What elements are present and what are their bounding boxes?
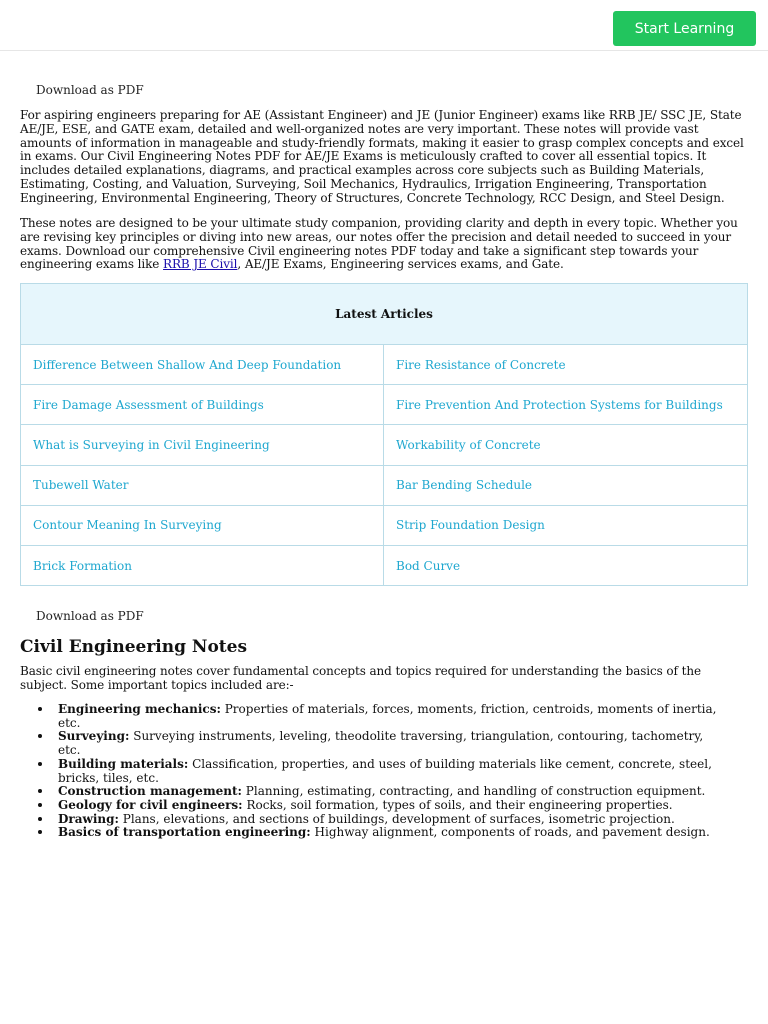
bullet-icon (38, 830, 42, 834)
list-item (38, 785, 728, 799)
bullet-icon (38, 762, 42, 766)
topic-desc: Surveying instruments, leveling, theodolite traversing, triangulation, contouring, tachometry, etc. (58, 729, 704, 758)
topic-term: Basics of transportation engineering: (58, 825, 311, 840)
section-title: Civil Engineering Notes (20, 637, 248, 657)
article-link[interactable]: Bar Bending Schedule (384, 466, 748, 506)
article-link[interactable]: Fire Damage Assessment of Buildings (20, 385, 384, 425)
latest-articles-heading: Latest Articles (20, 283, 748, 345)
topic-term: Drawing: (58, 811, 119, 826)
rrb-je-civil-link[interactable]: RRB JE Civil (163, 257, 238, 272)
article-link[interactable]: Tubewell Water (20, 466, 384, 506)
download-pdf-label: Download as PDF (36, 609, 144, 623)
latest-articles-table (20, 283, 748, 586)
article-link[interactable]: Difference Between Shallow And Deep Foundation (20, 345, 384, 385)
intro-paragraph-1: For aspiring engineers preparing for AE (Assistant Engineer) and JE (Junior Engineer) exams like RRB JE/ SSC JE, State AE/JE, ESE, and GATE exam, detailed and well-organized notes are very important. These notes will provide vast amounts of information in manageable and study-friendly formats, making it easier to grasp complex concepts and excel in exams. Our Civil Engineering Notes PDF for AE/JE Exams is meticulously crafted to cover all essential topics. It includes detailed explanations, diagrams, and practical examples across core subjects such as Building Materials, Estimating, Costing, and Valuation, Surveying, Soil Mechanics, Hydraulics, Irrigation Engineering, Transportation Engineering, Environmental Engineering, Theory of Structures, Concrete Technology, RCC Design, and Steel Design. (20, 108, 744, 205)
intro-paragraph-2-text: These notes are designed to be your ultimate study companion, providing clarity and depth in every topic. Whether you are revising key principles or diving into new areas, our notes offer the precision and detail needed to succeed in your exams. Download our comprehensive Civil engineering notes PDF today and take a significant step towards your engineering exams like (20, 216, 738, 272)
article-link[interactable]: Brick Formation (20, 546, 384, 586)
top-bar (0, 0, 768, 51)
list-item (38, 813, 728, 827)
list-item (38, 758, 728, 785)
topic-term: Building materials: (58, 756, 189, 771)
intro-paragraph-2 (20, 217, 750, 272)
bullet-icon (38, 707, 42, 711)
topic-term: Surveying: (58, 729, 130, 744)
download-pdf-link-top[interactable] (36, 83, 144, 97)
list-item (38, 826, 728, 840)
topic-desc: Classification, properties, and uses of building materials like cement, concrete, steel, bricks, tiles, etc. (58, 756, 712, 785)
bullet-icon (38, 789, 42, 793)
topic-desc: Highway alignment, components of roads, and pavement design. (314, 825, 710, 840)
latest-articles-grid (20, 345, 748, 586)
list-item (38, 799, 728, 813)
article-link[interactable]: Strip Foundation Design (384, 506, 748, 546)
topic-term: Geology for civil engineers: (58, 797, 243, 812)
list-item (38, 703, 728, 730)
article-link[interactable]: Contour Meaning In Surveying (20, 506, 384, 546)
start-learning-button[interactable]: Start Learning (613, 11, 756, 46)
article-link[interactable]: Workability of Concrete (384, 425, 748, 465)
topic-desc: Properties of materials, forces, moments, friction, centroids, moments of inertia, etc. (58, 702, 717, 730)
bullet-icon (38, 803, 42, 807)
list-item (38, 730, 728, 757)
topic-term: Engineering mechanics: (58, 702, 221, 716)
article-link[interactable]: Fire Prevention And Protection Systems for Buildings (384, 385, 748, 425)
bullet-icon (38, 734, 42, 738)
article-link[interactable]: Bod Curve (384, 546, 748, 586)
topic-desc: Rocks, soil formation, types of soils, and their engineering properties. (246, 797, 673, 812)
intro-paragraph-2-end: , AE/JE Exams, Engineering services exams, and Gate. (237, 257, 564, 272)
topic-desc: Plans, elevations, and sections of buildings, development of surfaces, isometric projection. (122, 811, 675, 826)
download-pdf-label: Download as PDF (36, 83, 144, 97)
bullet-icon (38, 817, 42, 821)
article-link[interactable]: What is Surveying in Civil Engineering (20, 425, 384, 465)
topic-desc: Planning, estimating, contracting, and handling of construction equipment. (245, 784, 706, 799)
topics-list (38, 703, 728, 840)
download-pdf-link-bottom[interactable] (36, 609, 144, 623)
notes-intro: Basic civil engineering notes cover fundamental concepts and topics required for understanding the basics of the subject. Some important topics included are:- (20, 664, 701, 692)
topic-term: Construction management: (58, 784, 242, 799)
article-link[interactable]: Fire Resistance of Concrete (384, 345, 748, 385)
